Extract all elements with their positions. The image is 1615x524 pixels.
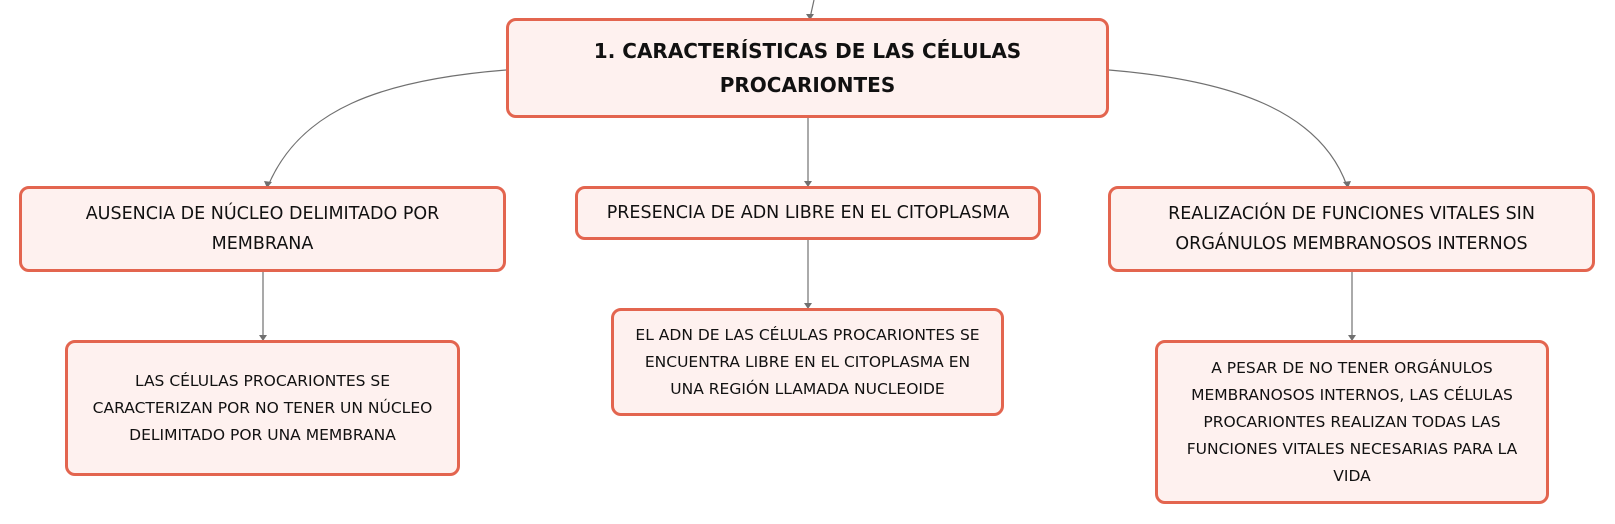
connector-root-to-topic-3	[1109, 70, 1347, 186]
topic-node-3[interactable]	[1108, 186, 1595, 272]
topic-node-2-label: PRESENCIA DE ADN LIBRE EN EL CITOPLASMA	[606, 203, 1010, 223]
detail-node-1-text: LAS CÉLULAS PROCARIONTES SE CARACTERIZAN POR NO TENER UN NÚCLEO DELIMITADO POR UNA MEMBRANA	[92, 371, 433, 444]
connector-parent-to-root	[810, 0, 814, 18]
root-node[interactable]	[506, 18, 1109, 118]
topic-node-3-label: REALIZACIÓN DE FUNCIONES VITALES SIN ORGÁNULOS MEMBRANOSOS INTERNOS	[1168, 204, 1535, 254]
detail-node-3-text: A PESAR DE NO TENER ORGÁNULOS MEMBRANOSOS INTERNOS, LAS CÉLULAS PROCARIONTES REALIZAN TODAS LAS FUNCIONES VITALES NECESARIAS PARA LA VIDA	[1186, 358, 1518, 485]
topic-node-2[interactable]	[575, 186, 1041, 240]
topic-node-1-label: AUSENCIA DE NÚCLEO DELIMITADO POR MEMBRANA	[85, 204, 440, 254]
topic-node-1[interactable]	[19, 186, 506, 272]
detail-node-2-text: EL ADN DE LAS CÉLULAS PROCARIONTES SE ENCUENTRA LIBRE EN EL CITOPLASMA EN UNA REGIÓN LLAMADA NUCLEOIDE	[635, 325, 980, 398]
connector-root-to-topic-1	[268, 70, 506, 186]
detail-node-3[interactable]	[1155, 340, 1549, 504]
detail-node-1[interactable]	[65, 340, 460, 476]
detail-node-2[interactable]	[611, 308, 1004, 416]
root-node-label: 1. CARACTERÍSTICAS DE LAS CÉLULAS PROCARIONTES	[593, 39, 1022, 97]
